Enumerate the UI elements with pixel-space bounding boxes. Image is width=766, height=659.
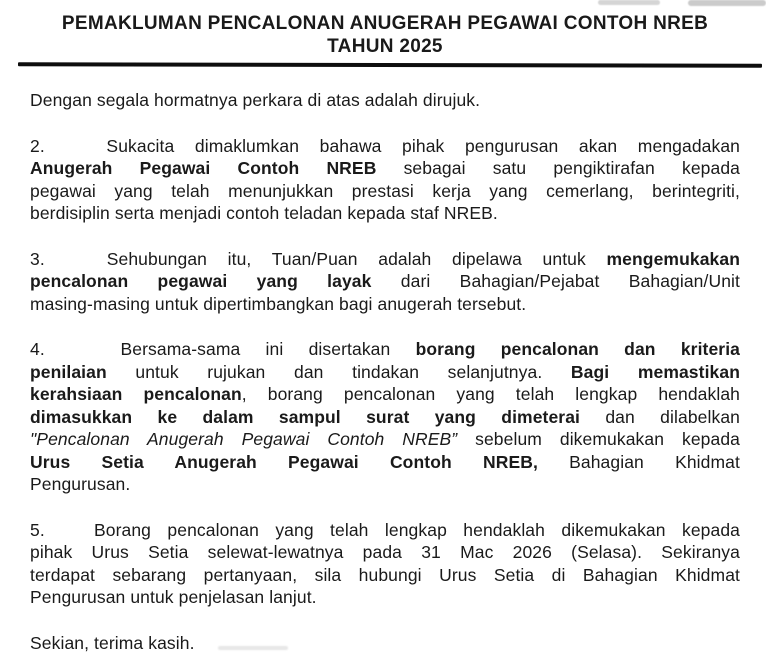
text-line: [30, 293, 740, 316]
text-run: sebagai satu pengiktirafan kepada: [376, 158, 740, 178]
memo-title-line-1: PEMAKLUMAN PENCALONAN ANUGERAH PEGAWAI CONTOH NREB: [61, 13, 709, 34]
text-line: [30, 451, 740, 474]
paragraph-2: [30, 135, 740, 225]
bold-text-run: dimasukkan ke dalam sampul surat yang dimeterai: [30, 406, 581, 427]
text-run: Bahagian Khidmat: [537, 451, 740, 472]
memo-title: [30, 12, 740, 58]
text-run: Pengurusan untuk penjelasan lanjut.: [30, 587, 317, 607]
text-line: [30, 541, 740, 564]
text-run: 2. Sukacita dimaklumkan bahawa pihak pengurusan akan mengadakan: [30, 135, 740, 156]
text-line: [30, 270, 740, 293]
intro-paragraph: [30, 89, 740, 112]
text-line: [30, 383, 740, 406]
memo-title-line-2: TAHUN 2025: [327, 36, 443, 57]
bold-text-run: borang pencalonan dan kriteria: [415, 339, 740, 359]
text-line: [30, 632, 740, 655]
text-run: dan dilabelkan: [580, 406, 740, 427]
text-line: [30, 202, 740, 225]
text-line: [30, 361, 740, 384]
text-run: 3. Sehubungan itu, Tuan/Puan adalah dipelawa untuk: [30, 248, 607, 269]
text-run: Pengurusan.: [30, 474, 131, 494]
bold-text-run: Bagi memastikan: [570, 361, 740, 382]
scan-artifact: [688, 0, 766, 6]
title-underline-rule: [18, 62, 762, 68]
text-run: 5. Borang pencalonan yang telah lengkap hendaklah dikemukakan kepada: [30, 519, 740, 540]
paragraph-3: [30, 248, 740, 316]
italic-text-run: "Pencalonan Anugerah Pegawai Contoh NREB”: [30, 429, 458, 449]
paragraph-4: [30, 338, 740, 496]
text-line: [30, 180, 740, 203]
bold-text-run: penilaian: [30, 361, 107, 382]
text-run: pihak Urus Setia selewat-lewatnya pada 31 Mac 2026 (Selasa). Sekiranya: [30, 542, 740, 562]
bold-text-run: mengemukakan: [606, 248, 740, 269]
text-run: terdapat sebarang pertanyaan, sila hubungi Urus Setia di Bahagian Khidmat: [30, 564, 740, 585]
text-run: dari Bahagian/Pejabat Bahagian/Unit: [371, 271, 740, 291]
text-line: [30, 473, 740, 496]
text-run: sebelum dikemukakan kepada: [457, 429, 740, 449]
text-run: , borang pencalonan yang telah lengkap hendaklah: [241, 384, 740, 404]
bold-text-run: Urus Setia Anugerah Pegawai Contoh NREB,: [30, 451, 538, 472]
text-run: Dengan segala hormatnya perkara di atas adalah dirujuk.: [30, 90, 481, 110]
text-line: [30, 338, 740, 361]
document-body: [30, 89, 740, 654]
text-line: [30, 248, 740, 271]
bold-text-run: pencalonan pegawai yang layak: [30, 271, 372, 291]
paragraph-5: [30, 519, 740, 609]
text-run: Sekian, terima kasih.: [30, 632, 195, 653]
text-line: [30, 519, 740, 542]
text-line: [30, 406, 740, 429]
text-run: berdisiplin serta menjadi contoh teladan kepada staf NREB.: [30, 203, 498, 223]
text-line: [30, 89, 740, 112]
text-line: [30, 586, 740, 609]
scan-artifact: [598, 0, 660, 5]
bold-text-run: Anugerah Pegawai Contoh NREB: [30, 158, 377, 178]
text-line: [30, 564, 740, 587]
closing: [30, 632, 740, 655]
text-run: 4. Bersama-sama ini disertakan: [30, 339, 416, 359]
bold-text-run: kerahsiaan pencalonan: [30, 384, 242, 404]
text-run: pegawai yang telah menunjukkan prestasi kerja yang cemerlang, berintegriti,: [30, 180, 740, 201]
text-line: [30, 157, 740, 180]
text-run: untuk rujukan dan tindakan selanjutnya.: [106, 361, 571, 382]
text-line: [30, 428, 740, 451]
text-line: [30, 135, 740, 158]
text-run: masing-masing untuk dipertimbangkan bagi anugerah tersebut.: [30, 293, 527, 314]
